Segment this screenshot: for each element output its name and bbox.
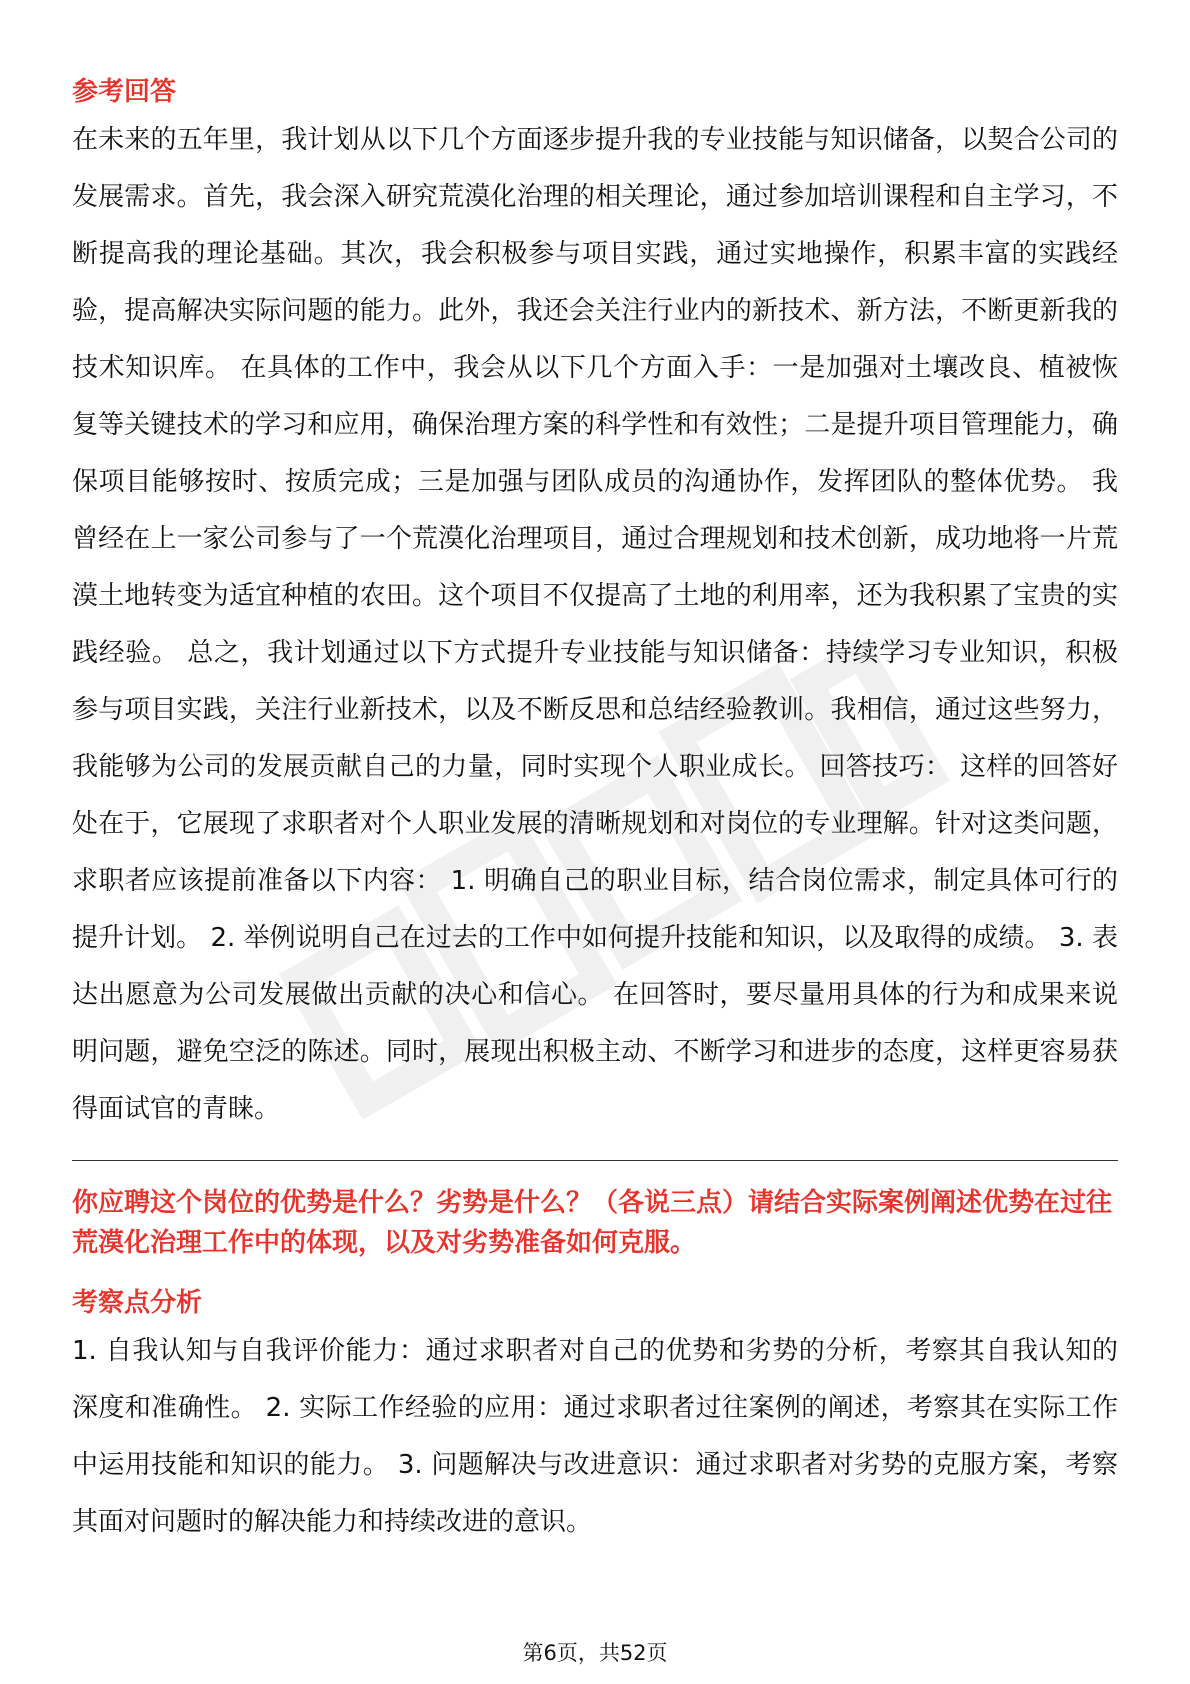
- page-number: 第6页，共52页: [522, 1641, 668, 1665]
- reference-answer-text: 在未来的五年里，我计划从以下几个方面逐步提升我的专业技能与知识储备，以契合公司的发展需求。首先，我会深入研究荒漠化治理的相关理论，通过参加培训课程和自主学习，不断提高我的理论基础。其次，我会积极参与项目实践，通过实地操作，积累丰富的实践经验，提高解决实际问题的能力。此外，我还会关注行业内的新技术、新方法，不断更新我的技术知识库。 在具体的工作中，我会从以下几个方面入手：一是加强对土壤改良、植被恢复等关键技术的学习和应用，确保治理方案的科学性和有效性；二是提升项目管理能力，确保项目能够按时、按质完成；三是加强与团队成员的沟通协作，发挥团队的整体优势。 我曾经在上一家公司参与了一个荒漠化治理项目，通过合理规划和技术创新，成功地将一片荒漠土地转变为适宜种植的农田。这个项目不仅提高了土地的利用率，还为我积累了宝贵的实践经验。 总之，我计划通过以下方式提升专业技能与知识储备：持续学习专业知识，积极参与项目实践，关注行业新技术，以及不断反思和总结经验教训。我相信，通过这些努力，我能够为公司的发展贡献自己的力量，同时实现个人职业成长。 回答技巧： 这样的回答好处在于，它展现了求职者对个人职业发展的清晰规划和对岗位的专业理解。针对这类问题，求职者应该提前准备以下内容： 1. 明确自己的职业目标，结合岗位需求，制定具体可行的提升计划。 2. 举例说明自己在过去的工作中如何提升技能和知识，以及取得的成绩。 3. 表达出愿意为公司发展做出贡献的决心和信心。 在回答时，要尽量用具体的行为和成果来说明问题，避免空泛的陈述。同时，展现出积极主动、不断学习和进步的态度，这样更容易获得面试官的青睐。: [72, 125, 1118, 1124]
- analysis-heading: 考察点分析: [72, 1288, 203, 1318]
- analysis-text: 1. 自我认知与自我评价能力：通过求职者对自己的优势和劣势的分析，考察其自我认知的深度和准确性。 2. 实际工作经验的应用：通过求职者过往案例的阐述，考察其在实际工作中运用技能和知识的能力。 3. 问题解决与改进意识：通过求职者对劣势的克服方案，考察其面对问题时的解决能力和持续改进的意识。: [72, 1336, 1118, 1537]
- section-divider: [72, 1160, 1118, 1161]
- page-content: [72, 72, 1118, 1551]
- question-text: 你应聘这个岗位的优势是什么？劣势是什么？（各说三点）请结合实际案例阐述优势在过往荒漠化治理工作中的体现，以及对劣势准备如何克服。: [72, 1188, 1113, 1258]
- reference-answer-heading: 参考回答: [72, 77, 177, 107]
